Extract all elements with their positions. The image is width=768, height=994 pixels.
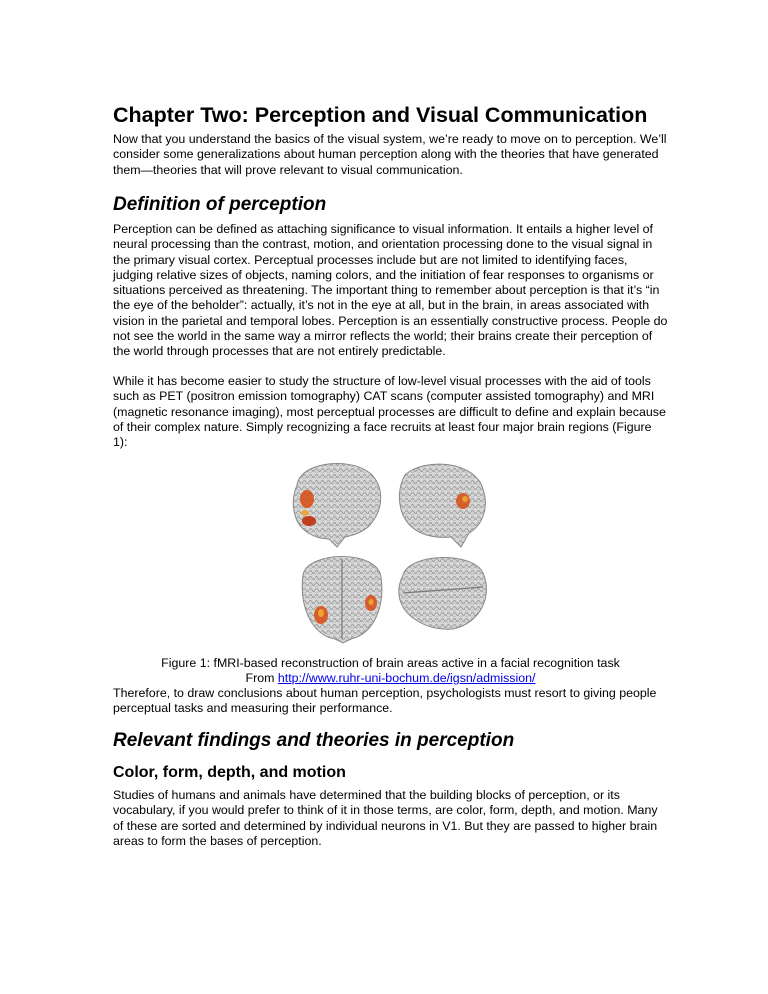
definition-paragraph-2: While it has become easier to study the structure of low-level visual processes with the aid of tools such as PET (positron emission tomography) CAT scans (computer assisted tomography) and MRI (magnetic resonance imaging), most perceptual processes are difficult to define and explain because of their complex nature. Simply recognizing a face recruits at least four major brain regions (Figure 1):	[113, 374, 666, 450]
brain-posterior-view	[302, 557, 382, 644]
brain-lateral-left	[293, 463, 380, 547]
findings-subheading: Color, form, depth, and motion	[113, 764, 346, 781]
brain-lateral-right	[399, 464, 485, 547]
chapter-title: Chapter Two: Perception and Visual Communication	[113, 103, 648, 127]
intro-paragraph: Now that you understand the basics of the visual system, we’re ready to move on to perception. We’ll consider some generalizations about human perception along with the theories that have generated them—theories that will prove relevant to visual communication.	[113, 132, 667, 177]
brain-scan-figure	[285, 455, 495, 645]
after-figure-paragraph: Therefore, to draw conclusions about human perception, psychologists must resort to giving people perceptual tasks and measuring their performance.	[113, 686, 657, 716]
figure-source-prefix: From	[245, 671, 278, 685]
findings-paragraph: Studies of humans and animals have determined that the building blocks of perception, or its vocabulary, if you would prefer to think of it in those terms, are color, form, depth, and motion. Many of these are sorted and determined by individual neurons in V1. But they are passed to higher brain areas to form the bases of perception.	[113, 788, 658, 848]
figure-caption: Figure 1: fMRI-based reconstruction of brain areas active in a facial recognition task	[161, 656, 620, 670]
definition-paragraph-1: Perception can be defined as attaching significance to visual information. It entails a higher level of neural processing than the contrast, motion, and orientation processing done to the visual signal in the primary visual cortex. Perceptual processes include but are not limited to identifying faces, judging relative sizes of objects, naming colors, and the initiation of fear responses to organisms or situations perceived as threatening. The important thing to remember about perception is that it’s “in the eye of the beholder”: actually, it’s not in the eye at all, but in the brain, in areas associated with vision in the parietal and temporal lobes. Perception is an essentially constructive process. People do not see the world in the same way a mirror reflects the world; their brains create their perception of the world through processes that are not entirely predictable.	[113, 222, 668, 359]
figure-source	[113, 671, 668, 686]
brain-scan-image	[285, 455, 495, 645]
findings-heading: Relevant findings and theories in perception	[113, 730, 515, 751]
figure-source-link[interactable]: http://www.ruhr-uni-bochum.de/igsn/admission/	[277, 671, 536, 685]
definition-heading: Definition of perception	[113, 194, 327, 215]
brain-superior-view	[399, 557, 487, 629]
